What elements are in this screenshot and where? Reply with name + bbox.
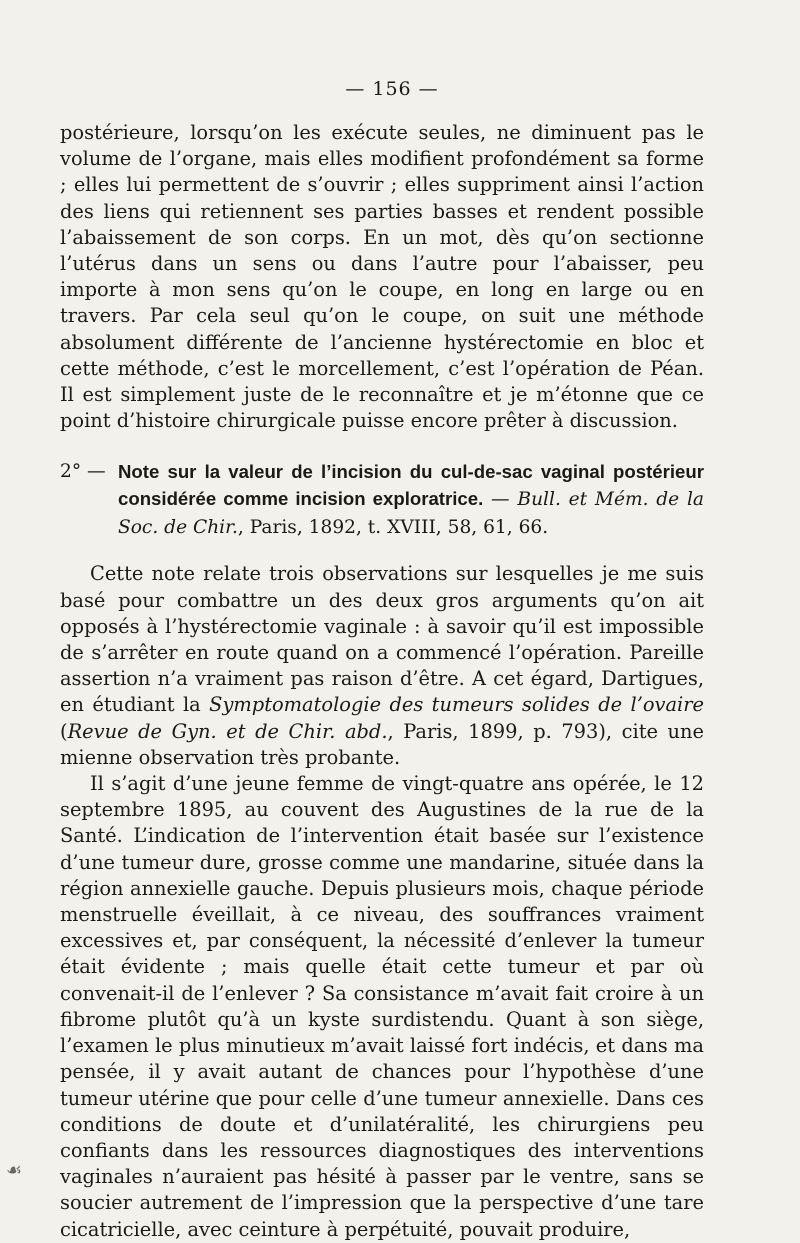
paragraph-continuation: postérieure, lorsqu’on les exécute seules, ne diminuent pas le volume de l’organe, mais elles modifient profondément sa forme ; elles lui permettent de s’ouvrir ; elles suppriment ainsi l’action des liens qui retiennent ses parties basses et rendent possible l’abaissement de son corps. En un mot, dès qu’on sectionne l’utérus dans un sens ou dans l’autre pour l’abaisser, peu importe à mon sens qu’on le coupe, en long en large ou en travers. Par cela seul qu’on le coupe, on suit une méthode absolument différente de l’ancienne hystérectomie en bloc et cette méthode, c’est le morcellement, c’est l’opération de Péan. Il est simplement juste de le reconnaître et je m’étonne que ce point d’histoire chirurgicale puisse encore prêter à discussion.	[60, 121, 704, 433]
paragraph-case: Il s’agit d’une jeune femme de vingt-quatre ans opérée, le 12 septembre 1895, au couvent des Augustines de la rue de la Santé. L’indication de l’intervention était basée sur l’existence d’une tumeur dure, grosse comme une mandarine, située dans la région annexielle gauche. Depuis plusieurs mois, chaque période menstruelle éveillait, à ce niveau, des souffrances vraiment excessives et, par conséquent, la nécessité d’enlever la tumeur était évidente ; mais quelle était cette tumeur et par où convenait-il de l’enlever ? Sa consistance m’avait fait croire à un fibrome plutôt qu’à un kyste surdistendu. Quant à son siège, l’examen le plus minutieux m’avait laissé fort indécis, et dans ma pensée, il y avait autant de chances pour l’hypothèse d’une tumeur utérine que pour celle d’une tumeur annexielle. Dans ces conditions de doute et d’unilatéralité, les chirurgiens peu confiants dans les ressources diagnostiques des interventions vaginales n’auraient pas hésité à passer par le ventre, sans se soucier autrement de l’impression que la perspective d’une tare cicatricielle, avec ceinture à perpétuité, pouvait produire,	[60, 772, 704, 1241]
note-title-italic: Symptomatologie des tumeurs solides de l’ovaire	[209, 693, 704, 717]
section-heading	[60, 458, 704, 541]
note-paren-open: (	[60, 719, 68, 743]
margin-ornament-icon: ☙	[6, 1160, 23, 1181]
section-number: 2° —	[60, 461, 106, 483]
page-number: — 156 —	[345, 78, 439, 100]
section-journal: Bull. et Mém. de la Soc. de Chir.	[118, 489, 704, 539]
section-heading-body	[118, 458, 704, 541]
paragraph-note	[60, 561, 704, 771]
note-journal-italic: Revue de Gyn. et de Chir. abd.	[67, 719, 388, 743]
note-text-part1: Cette note relate trois observations sur lesquelles je me suis basé pour combattre un des deux gros arguments qu’on ait opposés à l’hystérectomie vaginale : à savoir qu’il est impossible de s’arrêter en route quand on a commencé l’opération. Pareille assertion n’a vraiment pas raison d’être. A cet égard, Dartigues, en étudiant la	[60, 562, 704, 717]
section-dash: —	[483, 489, 518, 511]
section-title: Note sur la valeur de l’incision du cul-de-sac vaginal postérieur considérée comme incision exploratrice.	[118, 461, 704, 510]
note-text-part2: , Paris, 1899, p. 793), cite une mienne observation très probante.	[60, 719, 704, 769]
section-details: , Paris, 1892, t. XVIII, 58, 61, 66.	[237, 517, 549, 539]
